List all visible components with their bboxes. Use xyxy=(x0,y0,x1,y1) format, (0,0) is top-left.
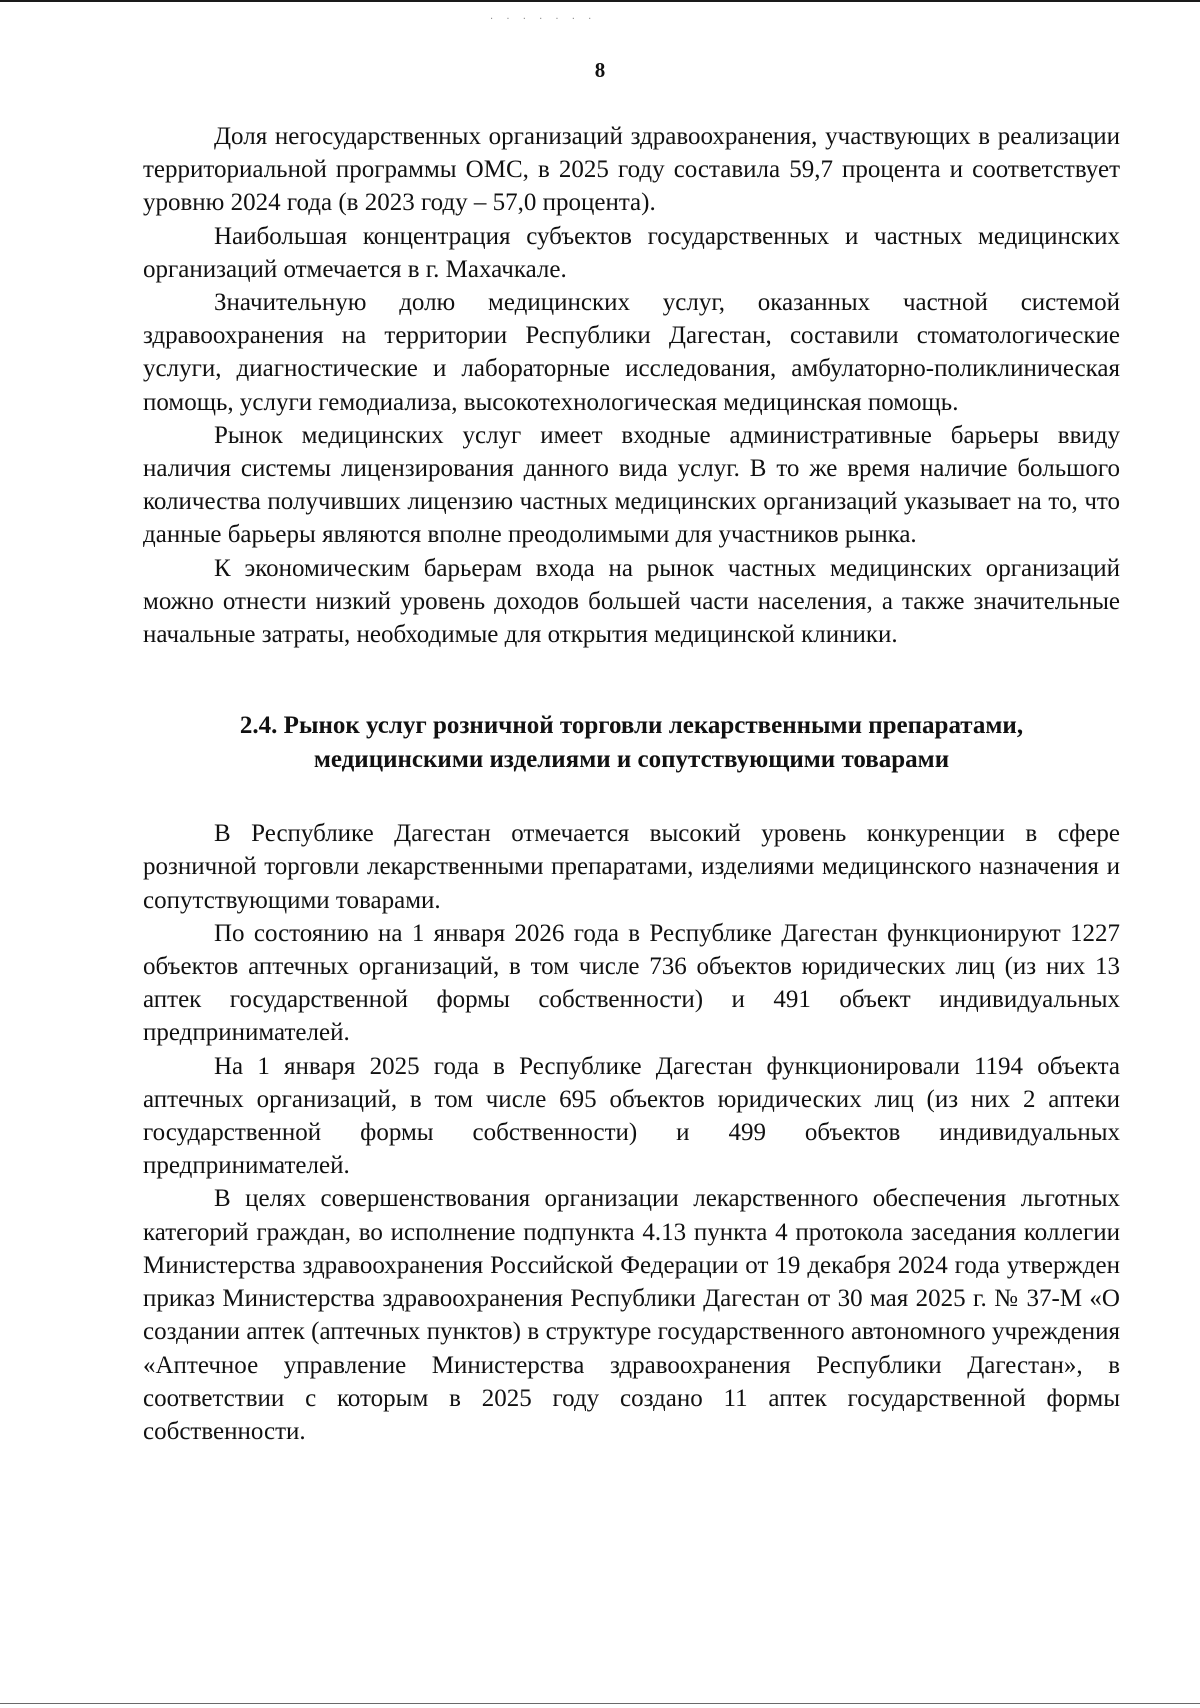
section-heading-line-2: медицинскими изделиями и сопутствующими товарами xyxy=(313,746,950,774)
page-number: 8 xyxy=(594,58,606,82)
scan-edge-top xyxy=(0,0,1200,2)
section-heading-line-1: 2.4. Рынок услуг розничной торговли лекарственными препаратами, xyxy=(239,712,1024,740)
paragraph-concentration: Наибольшая концентрация субъектов государственных и частных медицинских организаций отмечается в г. Махачкале. xyxy=(143,222,1120,283)
paragraph-preferential-supply: В целях совершенствования организации лекарственного обеспечения льготных категорий граждан, во исполнение подпункта 4.13 пункта 4 протокола заседания коллегии Министерства здравоохранения Российской Федерации от 19 декабря 2024 года утвержден приказ Министерства здравоохранения Республики Дагестан от 30 мая 2025 г. № 37-М «О создании аптек (аптечных пунктов) в структуре государственного автономного учреждения «Аптечное управление Министерства здравоохранения Республики Дагестан», в соответствии с которым в 2025 году создано 11 аптек государственной формы собственности. xyxy=(143,1185,1120,1445)
scan-noise-dots: · · · · · · · xyxy=(490,14,597,25)
scan-edge-bottom xyxy=(0,1703,1200,1704)
paragraph-pharmacies-2025: На 1 января 2025 года в Республике Дагестан функционировали 1194 объекта аптечных организаций, в том числе 695 объектов юридических лиц (из них 2 аптеки государственной формы собственности) и 499 объектов индивидуальных предпринимателей. xyxy=(143,1052,1120,1180)
document-body xyxy=(143,120,1120,1448)
paragraph-pharmacies-2026: По состоянию на 1 января 2026 года в Республике Дагестан функционируют 1227 объектов аптечных организаций, в том числе 736 объектов юридических лиц (из них 13 аптек государственной формы собственности) и 491 объект индивидуальных предпринимателей. xyxy=(143,919,1120,1047)
section-heading-2-4 xyxy=(143,709,1120,777)
paragraph-private-services: Значительную долю медицинских услуг, оказанных частной системой здравоохранения на территории Республики Дагестан, составили стоматологические услуги, диагностические и лабораторные исследования, амбулаторно-поликлиническая помощь, услуги гемодиализа, высокотехнологическая медицинская помощь. xyxy=(143,289,1120,416)
paragraph-economic-barriers: К экономическим барьерам входа на рынок частных медицинских организаций можно отнести низкий уровень доходов большей части населения, а также значительные начальные затраты, необходимые для открытия медицинской клиники. xyxy=(143,554,1120,649)
paragraph-nongovernmental-share: Доля негосударственных организаций здравоохранения, участвующих в реализации территориальной программы ОМС, в 2025 году составила 59,7 процента и соответствует уровню 2024 года (в 2023 году – 57,0 процента). xyxy=(143,123,1120,217)
paragraph-admin-barriers: Рынок медицинских услуг имеет входные административные барьеры ввиду наличия системы лицензирования данного вида услуг. В то же время наличие большого количества получивших лицензию частных медицинских организаций указывает на то, что данные барьеры являются вполне преодолимыми для участников рынка. xyxy=(143,421,1120,549)
paragraph-high-competition: В Республике Дагестан отмечается высокий уровень конкуренции в сфере розничной торговли лекарственными препаратами, изделиями медицинского назначения и сопутствующими товарами. xyxy=(143,820,1120,914)
